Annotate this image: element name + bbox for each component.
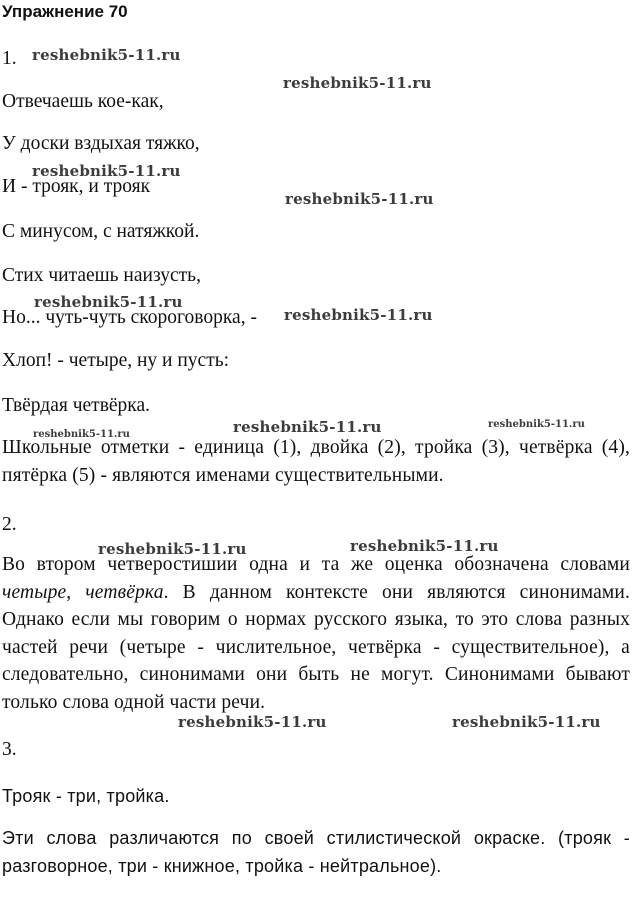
watermark: reshebnik5-11.ru xyxy=(33,429,130,440)
watermark: reshebnik5-11.ru xyxy=(285,190,434,208)
section-3-paragraph: Эти слова различаются по своей стилистической окраске. (трояк - разговорное, три - книжное, тройка - нейтральное). xyxy=(2,828,630,876)
watermark: reshebnik5-11.ru xyxy=(350,537,499,555)
section-2-word-chetverka: четвёрка xyxy=(85,581,164,603)
watermark: reshebnik5-11.ru xyxy=(452,713,601,731)
section-1-number: 1. xyxy=(2,48,17,69)
section-2-number: 2. xyxy=(2,514,17,535)
poem-line-7: Хлоп! - четыре, ну и пусть: xyxy=(2,350,230,371)
section-3-number: 3. xyxy=(2,739,17,760)
section-2-word-chetyre: четыре xyxy=(2,581,67,603)
section-2-text-start: Во втором четверостишии одна и та же оценка обозначена словами xyxy=(2,554,630,575)
poem-line-5: Стих читаешь наизусть, xyxy=(2,265,201,286)
watermark: reshebnik5-11.ru xyxy=(233,418,382,436)
section-2-paragraph xyxy=(2,551,630,716)
watermark: reshebnik5-11.ru xyxy=(284,306,433,324)
poem-line-2: У доски вздыхая тяжко, xyxy=(2,133,200,154)
poem-line-1: Отвечаешь кое-как, xyxy=(2,91,164,112)
page-title: Упражнение 70 xyxy=(2,2,128,21)
watermark: reshebnik5-11.ru xyxy=(98,540,247,558)
poem-line-3: И - трояк, и трояк xyxy=(2,176,151,197)
watermark: reshebnik5-11.ru xyxy=(32,46,181,64)
poem-line-6: Но... чуть-чуть скороговорка, - xyxy=(2,307,257,328)
watermark: reshebnik5-11.ru xyxy=(283,74,432,92)
poem-line-4: С минусом, с натяжкой. xyxy=(2,221,200,242)
section-3-line-1: Трояк - три, тройка. xyxy=(2,786,170,806)
poem-line-8: Твёрдая четвёрка. xyxy=(2,395,151,416)
watermark: reshebnik5-11.ru xyxy=(32,162,181,180)
section-2-text-end: . В данном контексте они являются синонимами. Однако если мы говорим о нормах русского языка, то это слова разных частей речи (четыре - числительное, четвёрка - существительное), а следовательно, синонимами они быть не могут. Синонимами бывают только слова одной части речи. xyxy=(2,581,630,713)
watermark: reshebnik5-11.ru xyxy=(178,713,327,731)
section-2-comma: , xyxy=(66,581,86,603)
section-1-paragraph: Школьные отметки - единица (1), двойка (2), тройка (3), четвёрка (4), пятёрка (5) - являются именами существительными. xyxy=(2,437,630,486)
watermark: reshebnik5-11.ru xyxy=(488,419,585,430)
watermark: reshebnik5-11.ru xyxy=(34,293,183,311)
